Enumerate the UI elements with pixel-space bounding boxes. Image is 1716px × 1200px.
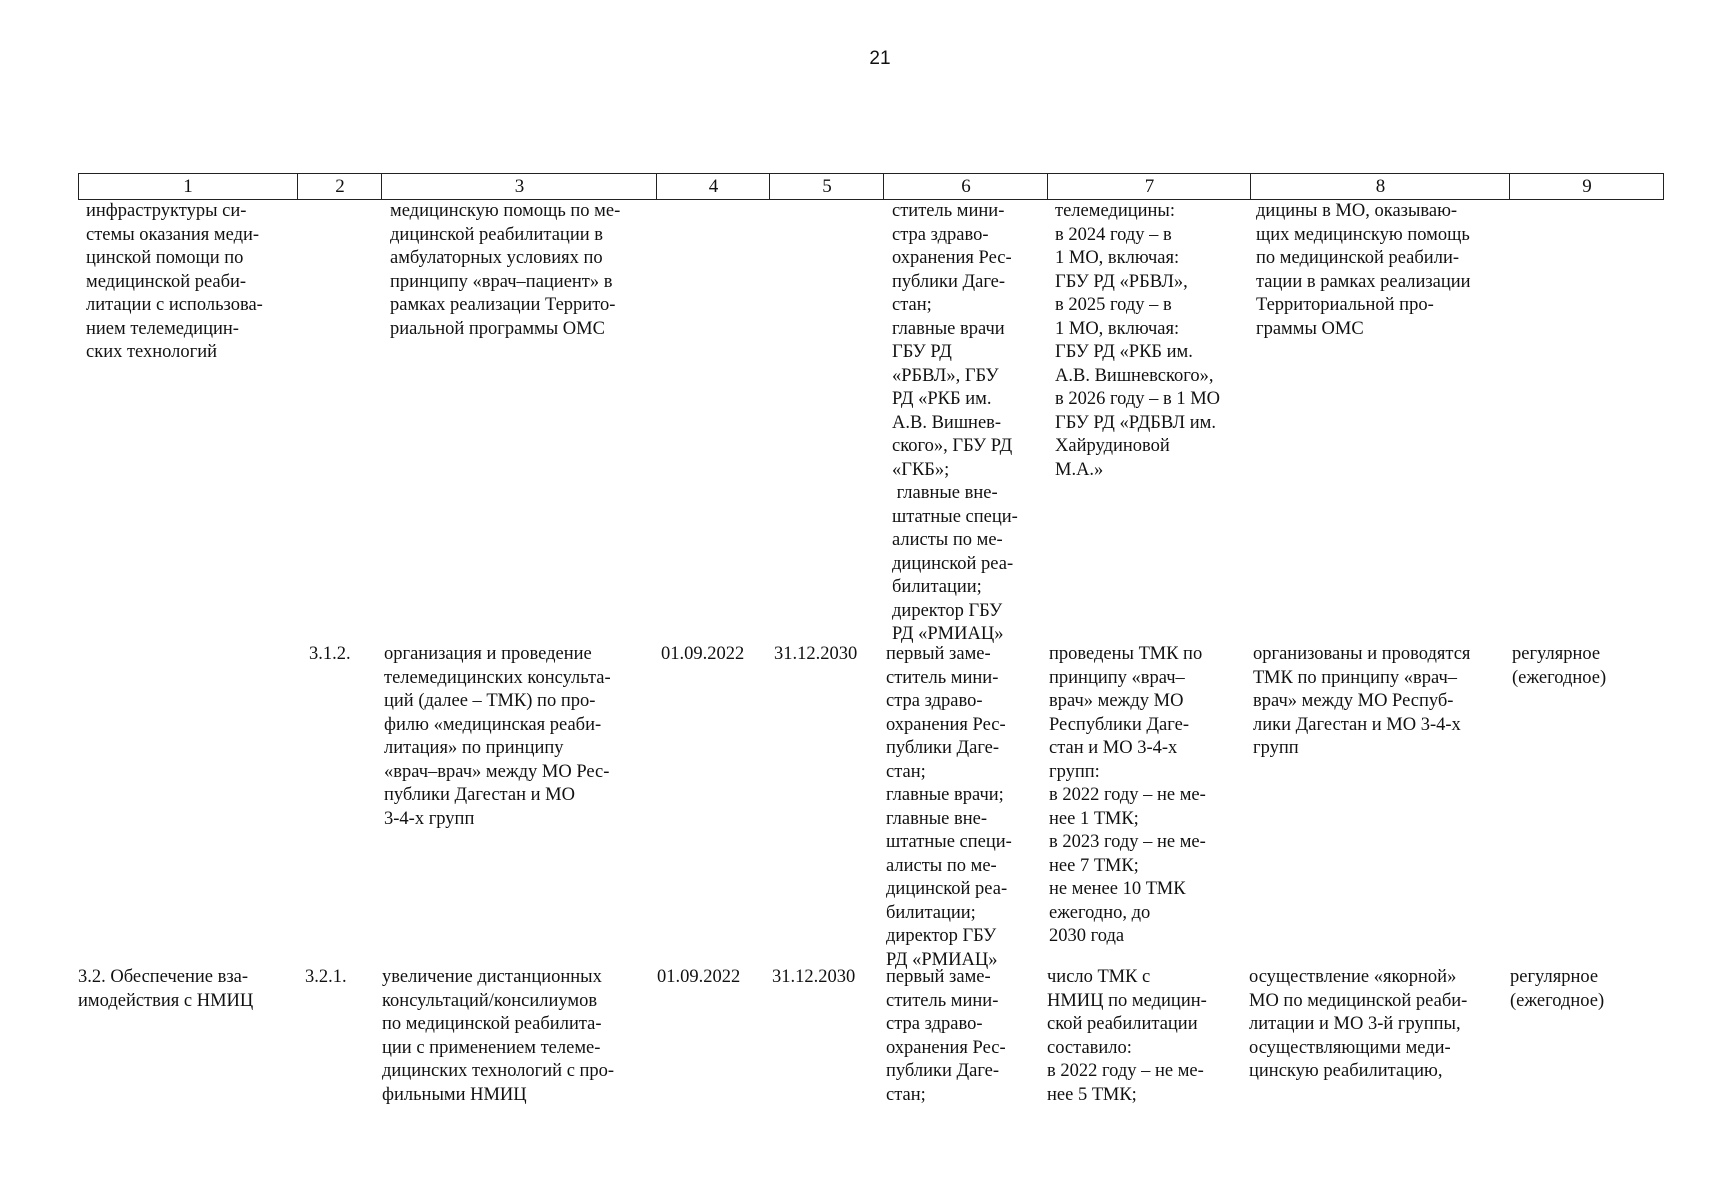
- page-number: 21: [869, 48, 891, 69]
- row2-col3: организация и проведение телемедицинских консульта- ций (далее – ТМК) по про- филю «медицинская реаби- литация» по принципу «врач–врач» между МО Рес- публики Дагестан и МО 3-4-х групп: [384, 644, 611, 829]
- row2-col7: проведены ТМК по принципу «врач– врач» между МО Республики Даге- стан и МО 3-4-х групп: в 2022 году – не ме- нее 1 ТМК; в 2023 году – не ме- нее 7 ТМК; не менее 10 ТМК ежегодно, до 2030 года: [1049, 644, 1206, 946]
- row2-col8: организованы и проводятся ТМК по принципу «врач– врач» между МО Респуб- лики Дагестан и МО 3-4-х групп: [1253, 644, 1471, 758]
- row1-col8: дицины в МО, оказываю- щих медицинскую помощь по медицинской реабили- тации в рамках реализации Территориальной про- граммы ОМС: [1256, 201, 1471, 339]
- row3-col8: осуществление «якорной» МО по медицинской реаби- литации и МО 3-й группы, осуществляющими меди- цинскую реабилитацию,: [1249, 967, 1468, 1081]
- table-header-row: [78, 173, 1664, 200]
- column-header-7: 7: [1047, 174, 1251, 199]
- row2-col4: 01.09.2022: [661, 644, 745, 664]
- row3-col6: первый заме- ститель мини- стра здраво- охранения Рес- публики Даге- стан;: [886, 967, 1006, 1105]
- row3-col9: регулярное (ежегодное): [1510, 967, 1605, 1011]
- column-header-6: 6: [883, 174, 1048, 199]
- row2-col6: первый заме- ститель мини- стра здраво- охранения Рес- публики Даге- стан; главные врачи; главные вне- штатные специ- алисты по ме- дицинской реа- билитации; директор ГБУ РД «РМИАЦ»: [886, 644, 1012, 970]
- row3-col2: 3.2.1.: [305, 967, 347, 987]
- row2-col5: 31.12.2030: [774, 644, 858, 664]
- column-header-8: 8: [1250, 174, 1510, 199]
- row3-col7: число ТМК с НМИЦ по медицин- ской реабилитации составило: в 2022 году – не ме- нее 5 ТМК;: [1047, 967, 1207, 1105]
- column-header-9: 9: [1509, 174, 1664, 199]
- row3-col3: увеличение дистанционных консультаций/консилиумов по медицинской реабилита- ции с применением телеме- дицинских технологий с про- фильными НМИЦ: [382, 967, 615, 1105]
- row1-col6: ститель мини- стра здраво- охранения Рес- публики Даге- стан; главные врачи ГБУ РД «РБВЛ», ГБУ РД «РКБ им. А.В. Вишнев- ского», ГБУ РД «ГКБ»; главные вне- штатные специ- алисты по ме- дицинской реа- билитации; директор ГБУ РД «РМИАЦ»: [892, 201, 1018, 644]
- row1-col1: инфраструктуры си- стемы оказания меди- цинской помощи по медицинской реаби- литации с использова- нием телемедицин- ских технологий: [86, 201, 263, 362]
- column-header-4: 4: [656, 174, 770, 199]
- row2-col9: регулярное (ежегодное): [1512, 644, 1607, 688]
- column-header-5: 5: [769, 174, 884, 199]
- column-header-1: 1: [183, 176, 193, 197]
- column-header-3: 3: [381, 174, 657, 199]
- row2-col2: 3.1.2.: [309, 644, 351, 664]
- row3-col1: 3.2. Обеспечение вза- имодействия с НМИЦ: [78, 967, 254, 1011]
- row3-col5: 31.12.2030: [772, 967, 856, 987]
- row3-col4: 01.09.2022: [657, 967, 741, 987]
- row1-col7: телемедицины: в 2024 году – в 1 МО, включая: ГБУ РД «РБВЛ», в 2025 году – в 1 МО, включая: ГБУ РД «РКБ им. А.В. Вишневского», в 2026 году – в 1 МО ГБУ РД «РДБВЛ им. Хайрудиновой М.А.»: [1055, 201, 1221, 480]
- column-header-2: 2: [297, 174, 382, 199]
- row1-col3: медицинскую помощь по ме- дицинской реабилитации в амбулаторных условиях по принципу «врач–пациент» в рамках реализации Террито- риальной программы ОМС: [390, 201, 621, 339]
